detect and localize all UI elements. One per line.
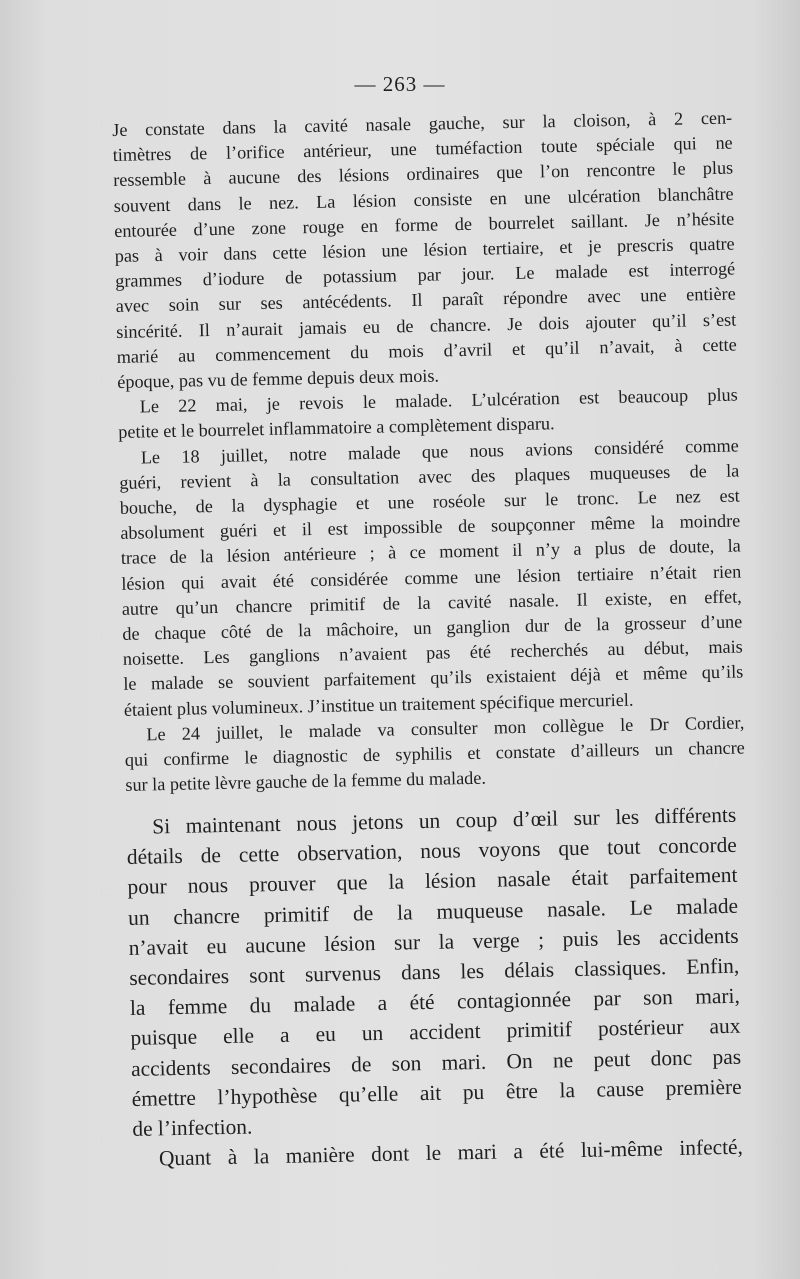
- text-line: un chancre primitif de la muqueuse nasale. Le malade: [127, 893, 739, 930]
- text-line: avec soin sur ses antécédents. Il paraît répondre avec une entière: [115, 283, 736, 317]
- observation-paragraph-1: [112, 106, 737, 396]
- page-number: — 263 —: [354, 72, 446, 96]
- observation-section: [112, 106, 746, 799]
- text-line: Le 24 juillet, le malade va consulter mon collègue le Dr Cordier,: [146, 712, 745, 745]
- text-line: époque, pas vu de femme depuis deux mois.: [117, 365, 440, 392]
- text-line: Si maintenant nous jetons un coup d’œil sur les différents: [152, 802, 737, 839]
- text-line: Le 22 mai, je revois le malade. L’ulcération est beaucoup plus: [139, 384, 738, 417]
- text-line: puisque elle a eu un accident primitif postérieur aux: [130, 1014, 741, 1051]
- text-line: qui confirme le diagnostic de syphilis et constate d’ailleurs un chancre: [124, 737, 745, 770]
- observation-paragraph-4: [124, 710, 745, 798]
- text-line: guéri, revient à la consultation avec des plaques muqueuses de la: [119, 460, 740, 493]
- text-line: Je constate dans la cavité nasale gauche, sur la cloison, à 2 cen-: [112, 107, 733, 140]
- text-line: le malade se souvient parfaitement qu’ils existaient déjà et même qu’ils: [123, 661, 744, 695]
- text-line: souvent dans le nez. La lésion consiste en une ulcération blanchâtre: [113, 183, 734, 216]
- text-line: détails de cette observation, nous voyons que tout concorde: [126, 832, 738, 870]
- text-line: marié au commencement du mois d’avril et qu’il n’avait, à cette: [116, 334, 737, 367]
- observation-paragraph-3: [119, 433, 744, 723]
- text-line: autre qu’un chancre primitif de la cavité nasale. Il existe, en effet,: [121, 586, 742, 619]
- text-line: noisette. Les ganglions n’avaient pas été recherchés au début, mais: [122, 636, 743, 670]
- discussion-section: [126, 800, 743, 1175]
- text-line: entourée d’une zone rouge en forme de bourrelet saillant. Je n’hésite: [114, 208, 735, 241]
- text-line: lésion qui avait été considérée comme une lésion tertiaire n’était rien: [121, 561, 742, 594]
- discussion-paragraph-1: [126, 800, 743, 1144]
- text-line: absolument guéri et il est impossible de soupçonner même la moindre: [120, 510, 741, 544]
- text-line: sincérité. Il n’aurait jamais eu de chancre. Je dois ajouter qu’il s’est: [116, 309, 737, 342]
- text-line: étaient plus volumineux. J’institue un traitement spécifique mercuriel.: [123, 689, 634, 720]
- text-line: petite et le bourrelet inflammatoire a complètement disparu.: [118, 413, 555, 443]
- text-line: sur la petite lèvre gauche de la femme du malade.: [125, 767, 487, 796]
- text-line: grammes d’iodure de potassium par jour. Le malade est interrogé: [115, 258, 736, 292]
- text-line: ressemble à aucune des lésions ordinaires que l’on rencontre le plus: [113, 157, 734, 191]
- text-line: de l’infection.: [132, 1114, 253, 1141]
- text-line: accidents secondaires de son mari. On ne peut donc pas: [130, 1044, 742, 1081]
- text-line: Quant à la manière dont le mari a été lui-même infecté,: [158, 1134, 744, 1171]
- text-line: Le 18 juillet, notre malade que nous avions considéré comme: [140, 435, 739, 468]
- text-line: de chaque côté de la mâchoire, un ganglion dur de la grosseur d’une: [122, 611, 743, 644]
- text-line: secondaires sont survenus dans les délais classiques. Enfin,: [129, 953, 740, 990]
- text-line: timètres de l’orifice antérieur, une tuméfaction toute spéciale qui ne: [112, 132, 733, 166]
- text-line: la femme du malade a été contagionnée par son mari,: [129, 983, 741, 1021]
- text-line: émettre l’hypothèse qu’elle ait pu être la cause première: [131, 1074, 742, 1111]
- text-line: n’avait eu aucune lésion sur la verge ; puis les accidents: [128, 923, 739, 960]
- text-line: pas à voir dans cette lésion une lésion tertiaire, et je prescris quatre: [114, 233, 735, 266]
- text-line: bouche, de la dysphagie et une roséole sur le tronc. Le nez est: [119, 485, 740, 518]
- text-line: trace de la lésion antérieure ; à ce moment il n’y a plus de doute, la: [120, 535, 741, 569]
- text-line: pour nous prouver que la lésion nasale était parfaitement: [127, 863, 738, 900]
